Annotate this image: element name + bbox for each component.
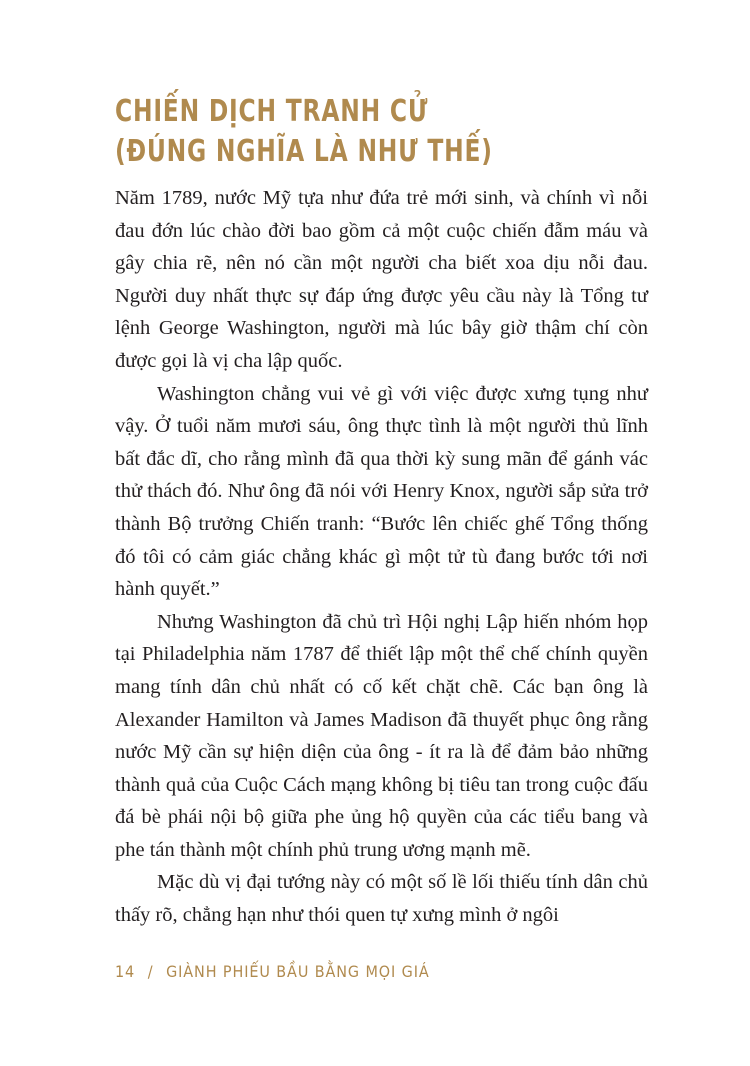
page-number: 14 xyxy=(115,962,136,981)
chapter-title xyxy=(115,92,536,172)
paragraph-1: Năm 1789, nước Mỹ tựa như đứa trẻ mới sinh, và chính vì nỗi đau đớn lúc chào đời bao gồm cả một cuộc chiến đẫm máu và gây chia rẽ, nên nó cần một người cha biết xoa dịu nỗi đau. Người duy nhất thực sự đáp ứng được yêu cầu này là Tổng tư lệnh George Washington, người mà lúc bây giờ thậm chí còn được gọi là vị cha lập quốc. xyxy=(115,187,648,372)
paragraph-3: Nhưng Washington đã chủ trì Hội nghị Lập hiến nhóm họp tại Philadelphia năm 1787 để thiết lập một thể chế chính quyền mang tính dân chủ nhất có cố kết chặt chẽ. Các bạn ông là Alexander Hamilton và James Madison đã thuyết phục ông rằng nước Mỹ cần sự hiện diện của ông - ít ra là để đảm bảo những thành quả của Cuộc Cách mạng không bị tiêu tan trong cuộc đấu đá bè phái nội bộ giữa phe ủng hộ quyền của các tiểu bang và phe tán thành một chính phủ trung ương mạnh mẽ. xyxy=(115,610,648,861)
chapter-title-line-1: CHIẾN DỊCH TRANH CỬ xyxy=(115,94,429,129)
body-text xyxy=(115,182,648,932)
footer-separator: / xyxy=(147,962,154,981)
paragraph-2: Washington chẳng vui vẻ gì với việc được xưng tụng như vậy. Ở tuổi năm mươi sáu, ông thực tình là một người thủ lĩnh bất đắc dĩ, cho rằng mình đã qua thời kỳ sung mãn để gánh vác thử thách đó. Như ông đã nói với Henry Knox, người sắp sửa trở thành Bộ trưởng Chiến tranh: “Bước lên chiếc ghế Tổng thống đó tôi có cảm giác chẳng khác gì một tử tù đang bước tới nơi hành quyết.” xyxy=(115,382,648,601)
chapter-title-line-2: (ĐÚNG NGHĨA LÀ NHƯ THẾ) xyxy=(115,134,493,169)
running-book-title: GIÀNH PHIẾU BẦU BẰNG MỌI GIÁ xyxy=(166,962,430,981)
page-footer xyxy=(115,962,430,981)
paragraph-4: Mặc dù vị đại tướng này có một số lề lối thiếu tính dân chủ thấy rõ, chẳng hạn như thói quen tự xưng mình ở ngôi xyxy=(115,871,648,927)
